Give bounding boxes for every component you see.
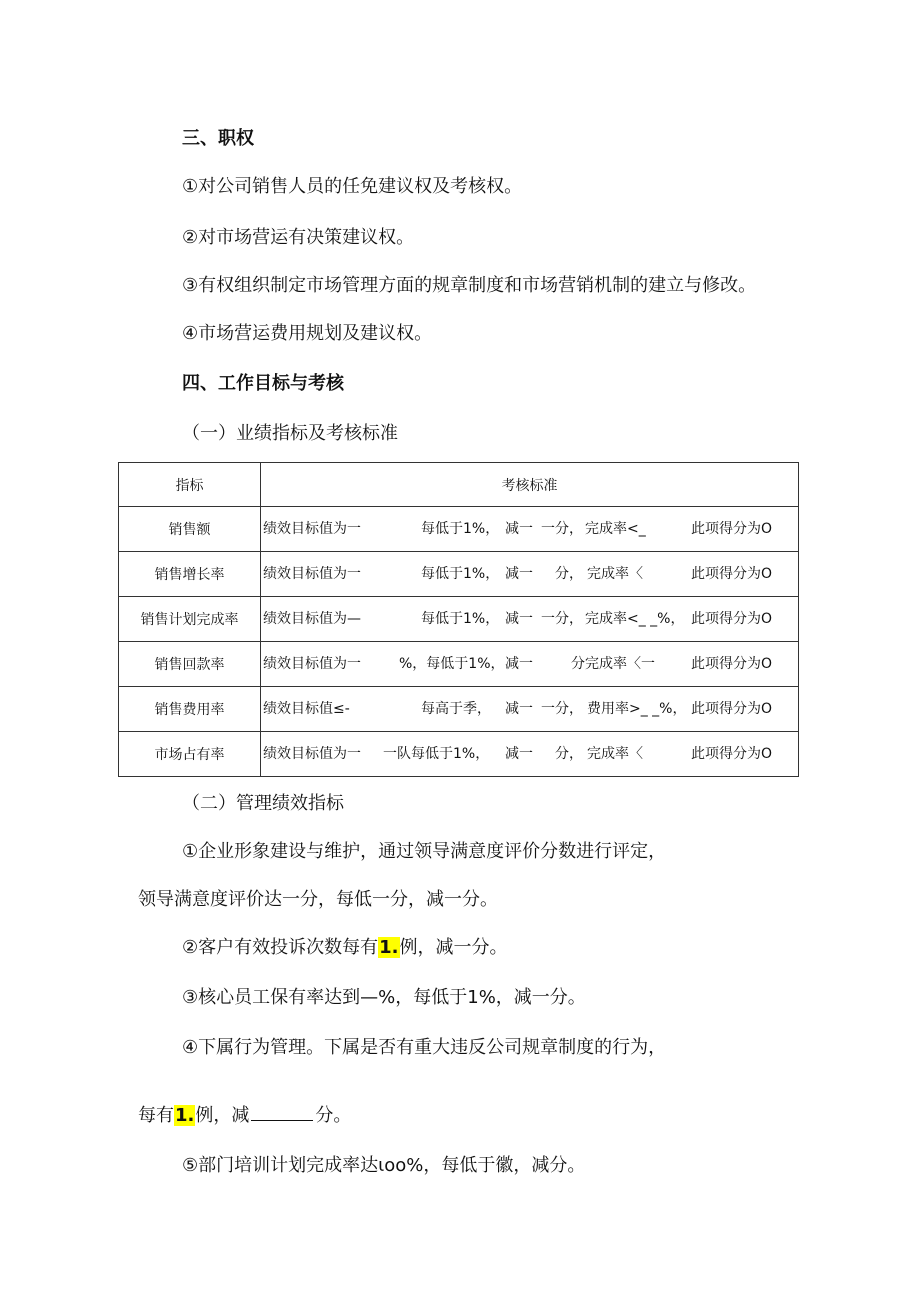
table-row bbox=[119, 642, 799, 687]
standard-deduct: 减一 bbox=[505, 566, 533, 582]
standard-target: 绩效目标值为一 bbox=[263, 521, 361, 537]
standard-zero-score: 此项得分为O bbox=[691, 521, 773, 537]
standard-zero-score: 此项得分为O bbox=[691, 656, 773, 672]
indicator-name: 销售额 bbox=[119, 507, 261, 552]
management-item-1-line-2: 领导满意度评价达一分，每低一分，减一分。 bbox=[138, 889, 498, 910]
authority-item-2: ②对市场营运有决策建议权。 bbox=[182, 227, 415, 248]
highlighted-count: 1. bbox=[379, 937, 399, 958]
authority-item-4: ④市场营运费用规划及建议权。 bbox=[182, 323, 433, 344]
section-4-title: 四、工作目标与考核 bbox=[182, 373, 344, 394]
header-indicator: 指标 bbox=[119, 463, 261, 507]
standard-target: 绩效目标值为— bbox=[263, 611, 361, 627]
standard-points: 分完成率〈一 bbox=[571, 656, 655, 672]
standard-zero-score: 此项得分为O bbox=[691, 701, 773, 717]
standard-points: 一分， bbox=[541, 701, 583, 717]
authority-item-1: ①对公司销售人员的任免建议权及考核权。 bbox=[182, 176, 523, 197]
indicator-name: 销售增长率 bbox=[119, 552, 261, 597]
kpi-table bbox=[118, 462, 799, 777]
management-item-2-pre: ②客户有效投诉次数每有 bbox=[182, 937, 379, 958]
highlighted-count: 1. bbox=[175, 1105, 195, 1126]
standard-zero-score: 此项得分为O bbox=[691, 746, 773, 762]
standard-threshold: 完成率〈 bbox=[587, 566, 643, 582]
table-row bbox=[119, 597, 799, 642]
standard-per-unit: 每低于1%， bbox=[421, 566, 500, 582]
indicator-name: 销售回款率 bbox=[119, 642, 261, 687]
standard-deduct: 减一 bbox=[505, 656, 533, 672]
management-item-4-line-2 bbox=[138, 1104, 351, 1128]
standard-points: 一分， bbox=[541, 611, 583, 627]
standard-target: 绩效目标值为一 bbox=[263, 656, 361, 672]
standard-deduct: 减一 bbox=[505, 521, 533, 537]
standard-zero-score: 此项得分为O bbox=[691, 611, 773, 627]
standard-points: 分， bbox=[555, 566, 583, 582]
management-item-3: ③核心员工保有率达到—%，每低于1%，减一分。 bbox=[182, 987, 586, 1008]
standard-points: 一分， bbox=[541, 521, 583, 537]
authority-item-3: ③有权组织制定市场管理方面的规章制度和市场营销机制的建立与修改。 bbox=[182, 275, 757, 296]
management-item-4-line-1: ④下属行为管理。下属是否有重大违反公司规章制度的行为， bbox=[182, 1037, 667, 1058]
management-item-2 bbox=[182, 936, 508, 960]
indicator-name: 销售费用率 bbox=[119, 687, 261, 732]
standard-threshold: 完成率〈 bbox=[587, 746, 643, 762]
standard-threshold: 完成率<_ _%， bbox=[585, 611, 685, 627]
standard-points: 分， bbox=[555, 746, 583, 762]
management-item-4-pre: 每有 bbox=[138, 1105, 174, 1126]
management-item-2-post: 例，减一分。 bbox=[399, 937, 508, 958]
table-header-row bbox=[119, 463, 799, 507]
standard-target: 绩效目标值为一 bbox=[263, 746, 361, 762]
standard-target: 绩效目标值为一 bbox=[263, 566, 361, 582]
standard-target: 绩效目标值≤- bbox=[263, 701, 350, 717]
standard-per-unit: 一队每低于1%， bbox=[383, 746, 490, 762]
standard-deduct: 减一 bbox=[505, 611, 533, 627]
standard-deduct: 减一 bbox=[505, 701, 533, 717]
table-row bbox=[119, 552, 799, 597]
subsection-2-title: （二）管理绩效指标 bbox=[182, 793, 344, 814]
subsection-1-title: （一）业绩指标及考核标准 bbox=[182, 423, 398, 444]
management-item-5: ⑤部门培训计划完成率达ιoo%，每低于徽，减分。 bbox=[182, 1155, 586, 1176]
indicator-name: 销售计划完成率 bbox=[119, 597, 261, 642]
management-item-1-line-1: ①企业形象建设与维护，通过领导满意度评价分数进行评定， bbox=[182, 841, 667, 862]
management-item-4-post: 分。 bbox=[315, 1105, 352, 1126]
indicator-name: 市场占有率 bbox=[119, 732, 261, 777]
header-standard: 考核标准 bbox=[261, 463, 799, 507]
section-3-title: 三、职权 bbox=[182, 128, 254, 149]
fill-blank bbox=[251, 1104, 313, 1121]
standard-per-unit: 每低于1%， bbox=[421, 611, 500, 627]
standard-threshold: 费用率>_ _%， bbox=[587, 701, 687, 717]
table-row bbox=[119, 732, 799, 777]
management-item-4-mid: 例，减 bbox=[195, 1105, 250, 1126]
standard-per-unit: 每低于1%， bbox=[421, 521, 500, 537]
standard-per-unit: %，每低于1%， bbox=[399, 656, 505, 672]
standard-deduct: 减一 bbox=[505, 746, 533, 762]
table-row bbox=[119, 687, 799, 732]
standard-per-unit: 每高于季， bbox=[421, 701, 491, 717]
table-row bbox=[119, 507, 799, 552]
standard-zero-score: 此项得分为O bbox=[691, 566, 773, 582]
standard-threshold: 完成率<_ bbox=[585, 521, 646, 537]
